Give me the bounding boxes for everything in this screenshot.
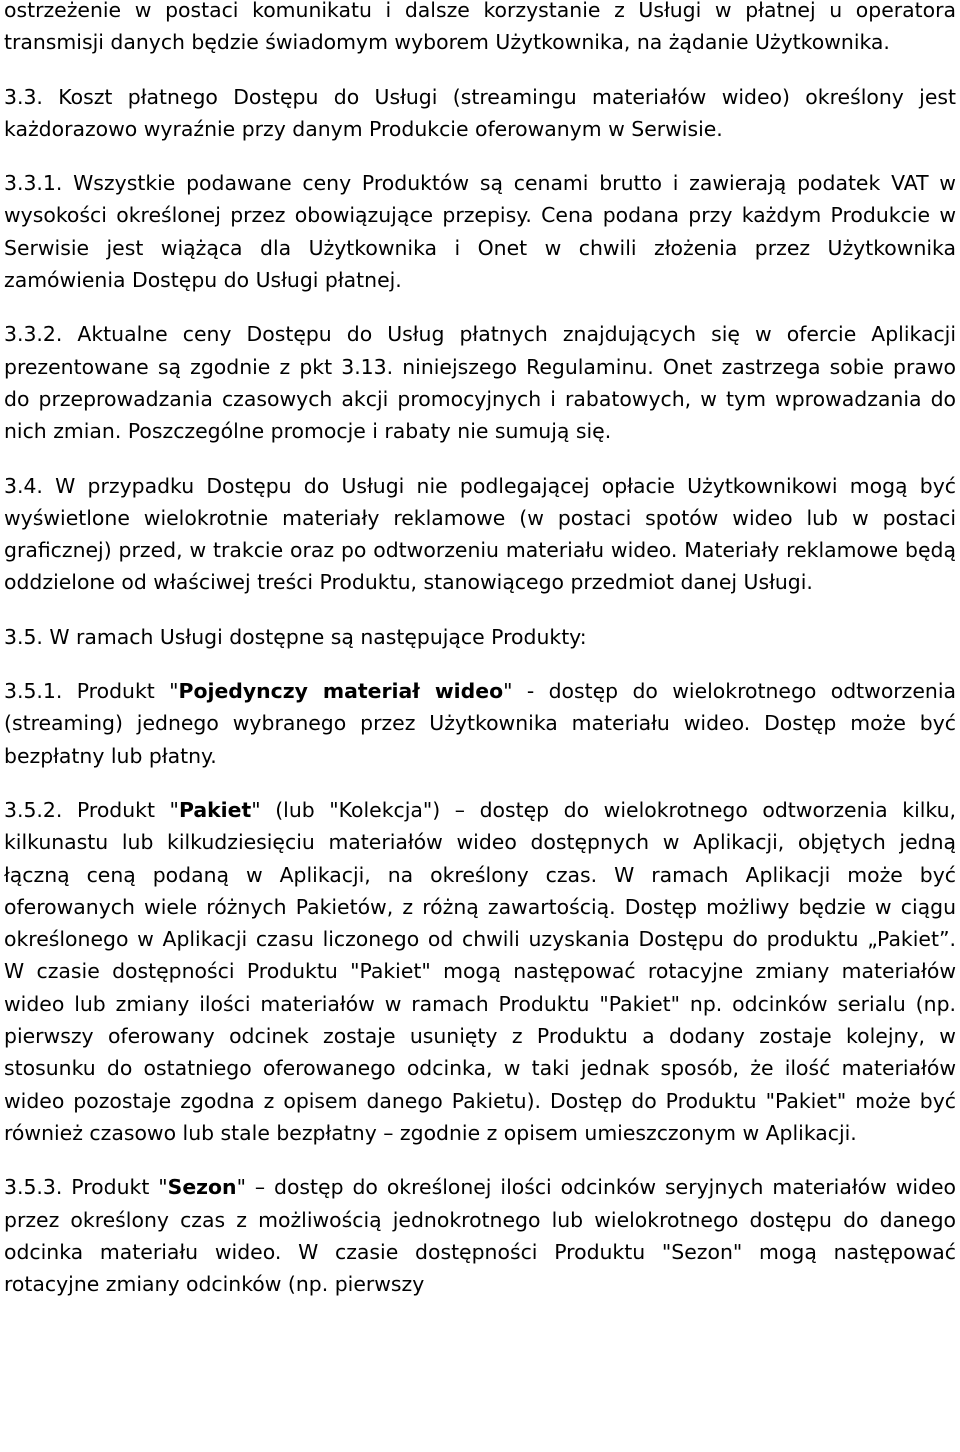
paragraph-text: ostrzeżenie w postaci komunikatu i dalsze korzystanie z Usługi w płatnej u operatora transmisji danych będzie świadomym wyborem Użytkownika, na żądanie Użytkownika.	[4, 0, 956, 55]
paragraph-3-5-2	[4, 794, 956, 1149]
paragraph-text: 3.5. W ramach Usługi dostępne są następujące Produkty:	[4, 624, 587, 649]
product-name-bold: Pakiet	[178, 797, 252, 822]
paragraph-text: 3.5.1. Produkt "	[4, 679, 179, 704]
paragraph-text: 3.3. Koszt płatnego Dostępu do Usługi (streamingu materiałów wideo) określony jest każdorazowo wyraźnie przy danym Produkcie oferowanym w Serwisie.	[4, 84, 956, 141]
paragraph-continuation	[4, 0, 956, 59]
paragraph-3-4	[4, 470, 956, 599]
paragraph-3-3-1	[4, 167, 956, 296]
paragraph-text: " (lub "Kolekcja") – dostęp do wielokrotnego odtworzenia kilku, kilkunastu lub kilkudziesięciu materiałów wideo dostępnych w Aplikacji, objętych jedną łączną ceną podaną w Aplikacji, na określony czas. W ramach Aplikacji może być oferowanych wiele różnych Pakietów, z różną zawartością. Dostęp możliwy będzie w ciągu określonego w Aplikacji czasu liczonego od chwili uzyskania Dostępu do produktu „Pakiet”. W czasie dostępności Produktu "Pakiet" mogą następować rotacyjne zmiany materiałów wideo lub zmiany ilości materiałów w ramach Produktu "Pakiet" np. odcinków serialu (np. pierwszy oferowany odcinek zostaje usunięty z Produktu a dodany zostaje kolejny, w stosunku do ostatniego oferowanego odcinka, w taki jednak sposób, że ilość materiałów wideo pozostaje zgodna z opisem danego Pakietu). Dostęp do Produktu "Pakiet" może być również czasowo lub stale bezpłatny – zgodnie z opisem umieszczonym w Aplikacji.	[4, 797, 956, 1145]
paragraph-text: " – dostęp do określonej ilości odcinków seryjnych materiałów wideo przez określony czas z możliwością jednokrotnego lub wielokrotnego dostępu do danego odcinka materiału wideo. W czasie dostępności Produktu "Sezon" mogą następować rotacyjne zmiany odcinków (np. pierwszy	[4, 1175, 957, 1297]
document-body	[4, 0, 956, 1300]
paragraph-3-3	[4, 81, 956, 146]
product-name-bold: Sezon	[167, 1175, 237, 1200]
paragraph-text: 3.3.1. Wszystkie podawane ceny Produktów są cenami brutto i zawierają podatek VAT w wysokości określonej przez obowiązujące przepisy. Cena podana przy każdym Produkcie w Serwisie jest wiążąca dla Użytkownika i Onet w chwili złożenia przez Użytkownika zamówienia Dostępu do Usługi płatnej.	[4, 171, 956, 293]
paragraph-text: 3.3.2. Aktualne ceny Dostępu do Usług płatnych znajdujących się w ofercie Aplikacji prezentowane są zgodnie z pkt 3.13. niniejszego Regulaminu. Onet zastrzega sobie prawo do przeprowadzania czasowych akcji promocyjnych i rabatowych, w tym wprowadzania do nich zmian. Poszczególne promocje i rabaty nie sumują się.	[4, 322, 956, 444]
paragraph-text: 3.5.3. Produkt "	[4, 1175, 168, 1200]
paragraph-text: 3.4. W przypadku Dostępu do Usługi nie podlegającej opłacie Użytkownikowi mogą być wyświetlone wielokrotnie materiały reklamowe (w postaci spotów wideo lub w postaci graficznej) przed, w trakcie oraz po odtworzeniu materiału wideo. Materiały reklamowe będą oddzielone od właściwej treści Produktu, stanowiącego przedmiot danej Usługi.	[4, 473, 956, 595]
paragraph-3-3-2	[4, 318, 956, 447]
paragraph-3-5	[4, 621, 956, 653]
paragraph-3-5-3	[4, 1171, 956, 1300]
paragraph-text: 3.5.2. Produkt "	[4, 797, 179, 822]
paragraph-text: " - dostęp do wielokrotnego odtworzenia (streaming) jednego wybranego przez Użytkownika materiału wideo. Dostęp może być bezpłatny lub płatny.	[4, 679, 957, 768]
paragraph-3-5-1	[4, 675, 956, 772]
product-name-bold: Pojedynczy materiał wideo	[178, 679, 504, 704]
